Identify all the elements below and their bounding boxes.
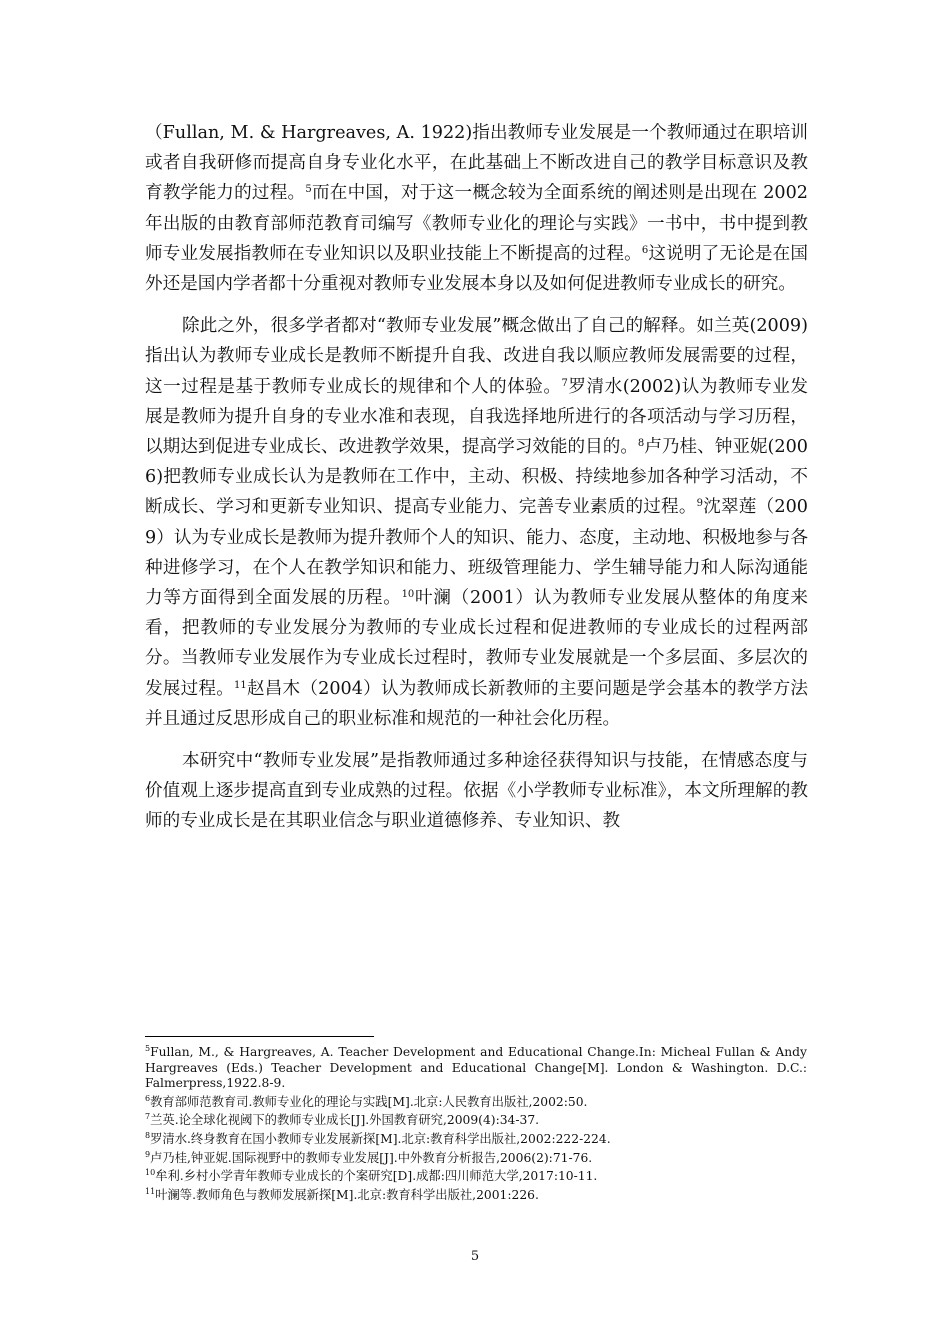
footnote-number: 6 [145,1093,151,1103]
footnote-number: 9 [145,1149,151,1159]
paragraph-text: 罗清水(2002)认为教师专业发展是教师为提升自身的专业水准和表现，自我选择地所进行的各项活动与学习历程，以期达到促进专业成长、改进教学效果，提高学习效能的目的。 [145,376,808,458]
footnote-ref: 5 [305,184,312,196]
paragraph-text: 赵昌木（2004）认为教师成长新教师的主要问题是学会基本的教学方法并且通过反思形成自己的职业标准和规范的一种社会化历程。 [145,678,808,729]
footnote-text: Fullan, M., & Hargreaves, A. Teacher Development and Educational Change.In: Micheal Fullan & Andy Hargreaves (Eds.) Teacher Development and Educational Change[M]. London & Washington. D.C.: Falmerpress,1922.8-9. [145,1045,807,1091]
footnote-text: 叶澜等.教师角色与教师发展新探[M].北京:教育科学出版社,2001:226. [155,1187,539,1202]
footnote-number: 5 [145,1044,151,1053]
paragraph-text: 叶澜（2001）认为教师专业发展从整体的角度来看，把教师的专业发展分为教师的专业成长过程和促进教师的专业成长的过程两部分。当教师专业发展作为专业成长过程时，教师专业发展就是一个多层面、多层次的发展过程。 [145,588,808,699]
footnote [145,1095,807,1111]
footnotes [145,1045,807,1206]
paragraph-text: 本研究中“教师专业发展”是指教师通过多种途径获得知识与技能，在情感态度与价值观上逐步提高直到专业成熟的过程。依据《小学教师专业标准》，本文所理解的教师的专业成长是在其职业信念与职业道德修养、专业知识、教 [145,751,808,832]
footnote-separator [145,1036,374,1037]
paragraph-text: 这说明了无论是在国外还是国内学者都十分重视对教师专业发展本身以及如何促进教师专业成长的研究。 [145,243,808,295]
footnote-text: 卢乃桂,钟亚妮.国际视野中的教师专业发展[J].中外教育分析报告,2006(2):71-76. [150,1150,593,1165]
paragraph-text: （Fullan, M. & Hargreaves, A. 1922)指出教师专业发展是一个教师通过在职培训或者自我研修而提高自身专业化水平，在此基础上不断改进自己的教学目标意识及教育教学能力的过程。 [145,123,808,204]
page-number: 5 [470,1249,480,1264]
footnote-number: 8 [145,1130,151,1140]
footnote-text: 罗清水.终身教育在国小教师专业发展新探[M].北京:教育科学出版社,2002:222-224. [150,1131,611,1146]
footnote [145,1113,807,1129]
paragraph-text: 而在中国，对于这一概念较为全面系统的阐述则是出现在 2002 年出版的由教育部师范教育司编写《教师专业化的理论与实践》一书中，书中提到教师专业发展指教师在专业知识以及职业技能上不断提高的过程。 [145,183,808,264]
footnote-ref: 11 [234,679,247,691]
footnote-text: 教育部师范教育司.教师专业化的理论与实践[M].北京:人民教育出版社,2002:50. [150,1094,588,1109]
footnote-text: 兰英.论全球化视阈下的教师专业成长[J].外国教育研究,2009(4):34-37. [150,1113,540,1128]
footnote-number: 11 [145,1186,156,1196]
footnote-ref: 9 [696,498,704,510]
footnote-number: 7 [145,1112,151,1122]
paragraph-text: 沈翠莲（2009）认为专业成长是教师为提升教师个人的知识、能力、态度，主动地、积极地参与各种进修学习，在个人在教学知识和能力、班级管理能力、学生辅导能力和人际沟通能力等方面得到全面发展的历程。 [145,497,808,609]
footnote [145,1188,807,1204]
footnote [145,1132,807,1148]
paragraph [145,118,808,299]
footnote-ref: 7 [561,377,568,389]
footnote-ref: 8 [637,438,645,450]
body-text [145,118,808,837]
paragraph-text: 除此之外，很多学者都对“教师专业发展”概念做出了自己的解释。如兰英(2009)指出认为教师专业成长是教师不断提升自我、改进自我以顺应教师发展需要的过程，这一过程是基于教师专业成长的规律和个人的体验。 [145,316,808,397]
footnote [145,1151,807,1167]
paragraph [145,746,808,837]
footnote-number: 10 [145,1168,156,1178]
paragraph-text: 卢乃桂、钟亚妮(2006)把教师专业成长认为是教师在工作中，主动、积极、持续地参加各种学习活动，不断成长、学习和更新专业知识、提高专业能力、完善专业素质的过程。 [145,437,808,518]
paragraph [145,311,808,734]
footnote-ref: 10 [401,589,415,601]
footnote-ref: 6 [641,244,649,256]
footnote [145,1045,807,1092]
footnote-text: 牟利.乡村小学青年教师专业成长的个案研究[D].成都:四川师范大学,2017:10-11. [155,1169,598,1184]
footnote [145,1169,807,1185]
